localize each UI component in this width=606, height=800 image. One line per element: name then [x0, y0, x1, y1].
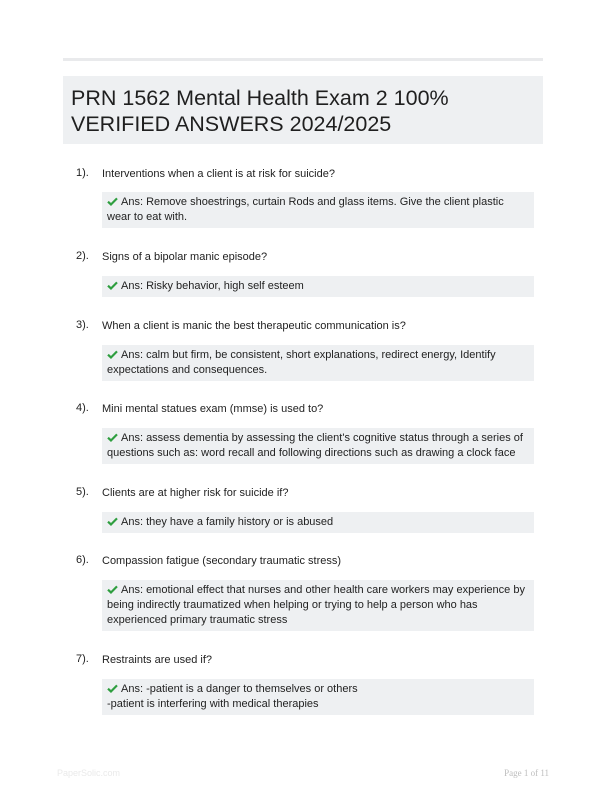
answer-box	[102, 276, 534, 297]
checkmark-icon	[107, 517, 118, 526]
checkmark-icon	[107, 197, 118, 206]
answer-box	[102, 512, 534, 533]
question-text: Signs of a bipolar manic episode?	[102, 251, 268, 263]
answer-box	[102, 192, 534, 228]
checkmark-icon	[107, 350, 118, 359]
answer-text: Ans: calm but firm, be consistent, short explanations, redirect energy, Identify expectations and consequences.	[107, 349, 496, 376]
question-text: Mini mental statues exam (mmse) is used to?	[102, 403, 324, 415]
answer-text: Ans: Remove shoestrings, curtain Rods and glass items. Give the client plastic wear to eat with.	[107, 196, 504, 223]
answer-box	[102, 679, 534, 715]
answer-text-line-2: -patient is interfering with medical therapies	[107, 698, 319, 710]
answer-box	[102, 345, 534, 381]
question-number: 5).	[76, 486, 89, 498]
question-text: Restraints are used if?	[102, 654, 213, 666]
question-text: Clients are at higher risk for suicide if?	[102, 487, 289, 499]
page-title: PRN 1562 Mental Health Exam 2 100% VERIFIED ANSWERS 2024/2025	[71, 86, 449, 136]
question-number: 1).	[76, 167, 89, 179]
question-text: Interventions when a client is at risk for suicide?	[102, 168, 335, 180]
checkmark-icon	[107, 684, 118, 693]
title-box	[63, 76, 543, 144]
checkmark-icon	[107, 585, 118, 594]
question-text: When a client is manic the best therapeutic communication is?	[102, 320, 406, 332]
question-number: 2).	[76, 250, 89, 262]
question-number: 3).	[76, 319, 89, 331]
answer-text: Ans: Risky behavior, high self esteem	[121, 280, 304, 292]
checkmark-icon	[107, 281, 118, 290]
answer-text: Ans: -patient is a danger to themselves or others	[121, 683, 358, 695]
answer-box	[102, 428, 534, 464]
question-text: Compassion fatigue (secondary traumatic stress)	[102, 555, 342, 567]
footer-watermark: PaperSolic.com	[57, 768, 121, 778]
top-rule	[63, 58, 543, 61]
answer-box	[102, 580, 534, 631]
answer-text: Ans: they have a family history or is abused	[121, 516, 334, 528]
checkmark-icon	[107, 433, 118, 442]
question-number: 4).	[76, 402, 89, 414]
page-number: Page 1 of 11	[504, 768, 549, 778]
answer-text: Ans: assess dementia by assessing the client's cognitive status through a series of questions such as: word recall and following directions such as drawing a clock face	[107, 432, 523, 459]
question-number: 7).	[76, 653, 89, 665]
question-number: 6).	[76, 554, 89, 566]
answer-text: Ans: emotional effect that nurses and other health care workers may experience by being indirectly traumatized when helping or trying to help a person who has experienced primary traumatic stress	[107, 584, 525, 626]
